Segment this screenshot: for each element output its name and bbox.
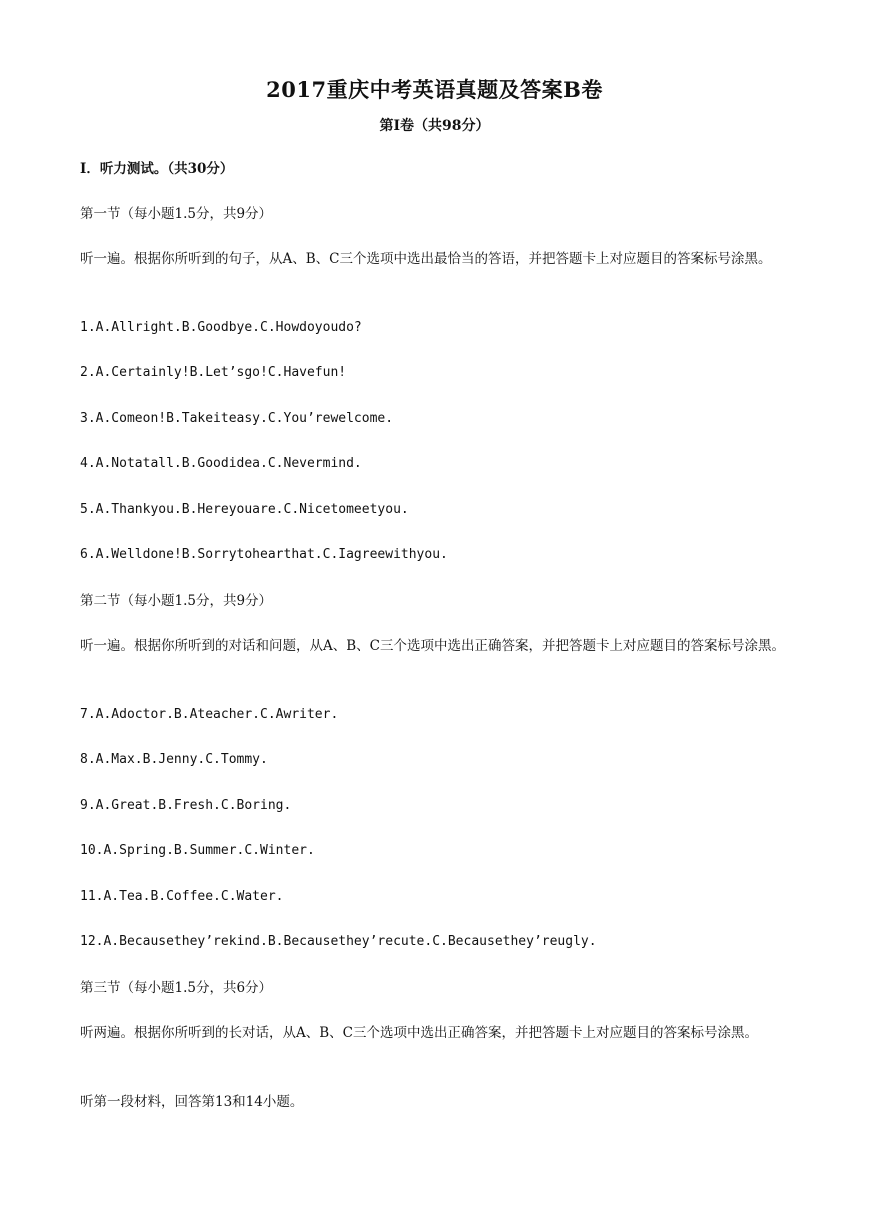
doc-title: 2017重庆中考英语真题及答案B卷 — [266, 77, 603, 102]
question-3: 3.A.Comeon!B.Takeiteasy.C.You’rewelcome. — [80, 411, 394, 426]
question-9: 9.A.Great.B.Fresh.C.Boring. — [80, 798, 292, 813]
section2-heading: 第二节（每小题1.5分，共9分） — [80, 593, 273, 609]
part1-heading: I．听力测试。（共30分） — [80, 161, 234, 177]
question-7: 7.A.Adoctor.B.Ateacher.C.Awriter. — [80, 707, 339, 722]
section2-instruction: 听一遍。根据你所听到的对话和问题，从A、B、C三个选项中选出正确答案，并把答题卡上对应题目的答案标号涂黑。 — [80, 638, 785, 654]
section1-instruction: 听一遍。根据你所听到的句子，从A、B、C三个选项中选出最恰当的答语，并把答题卡上对应题目的答案标号涂黑。 — [80, 251, 772, 267]
question-5: 5.A.Thankyou.B.Hereyouare.C.Nicetomeetyou. — [80, 502, 409, 517]
section3-note: 听第一段材料，回答第13和14小题。 — [80, 1094, 304, 1110]
question-12: 12.A.Becausethey’rekind.B.Becausethey’recute.C.Becausethey’reugly. — [80, 934, 597, 949]
question-2: 2.A.Certainly!B.Let’sgo!C.Havefun! — [80, 365, 347, 380]
question-4: 4.A.Notatall.B.Goodidea.C.Nevermind. — [80, 456, 362, 471]
section3-instruction: 听两遍。根据你所听到的长对话，从A、B、C三个选项中选出正确答案，并把答题卡上对应题目的答案标号涂黑。 — [80, 1025, 758, 1041]
question-6: 6.A.Welldone!B.Sorrytohearthat.C.Iagreewithyou. — [80, 547, 448, 562]
question-10: 10.A.Spring.B.Summer.C.Winter. — [80, 843, 315, 858]
question-11: 11.A.Tea.B.Coffee.C.Water. — [80, 889, 284, 904]
question-1: 1.A.Allright.B.Goodbye.C.Howdoyoudo? — [80, 320, 362, 335]
doc-subtitle: 第I卷（共98分） — [379, 118, 490, 134]
section3-heading: 第三节（每小题1.5分，共6分） — [80, 980, 273, 996]
section1-heading: 第一节（每小题1.5分，共9分） — [80, 206, 273, 222]
question-8: 8.A.Max.B.Jenny.C.Tommy. — [80, 752, 268, 767]
